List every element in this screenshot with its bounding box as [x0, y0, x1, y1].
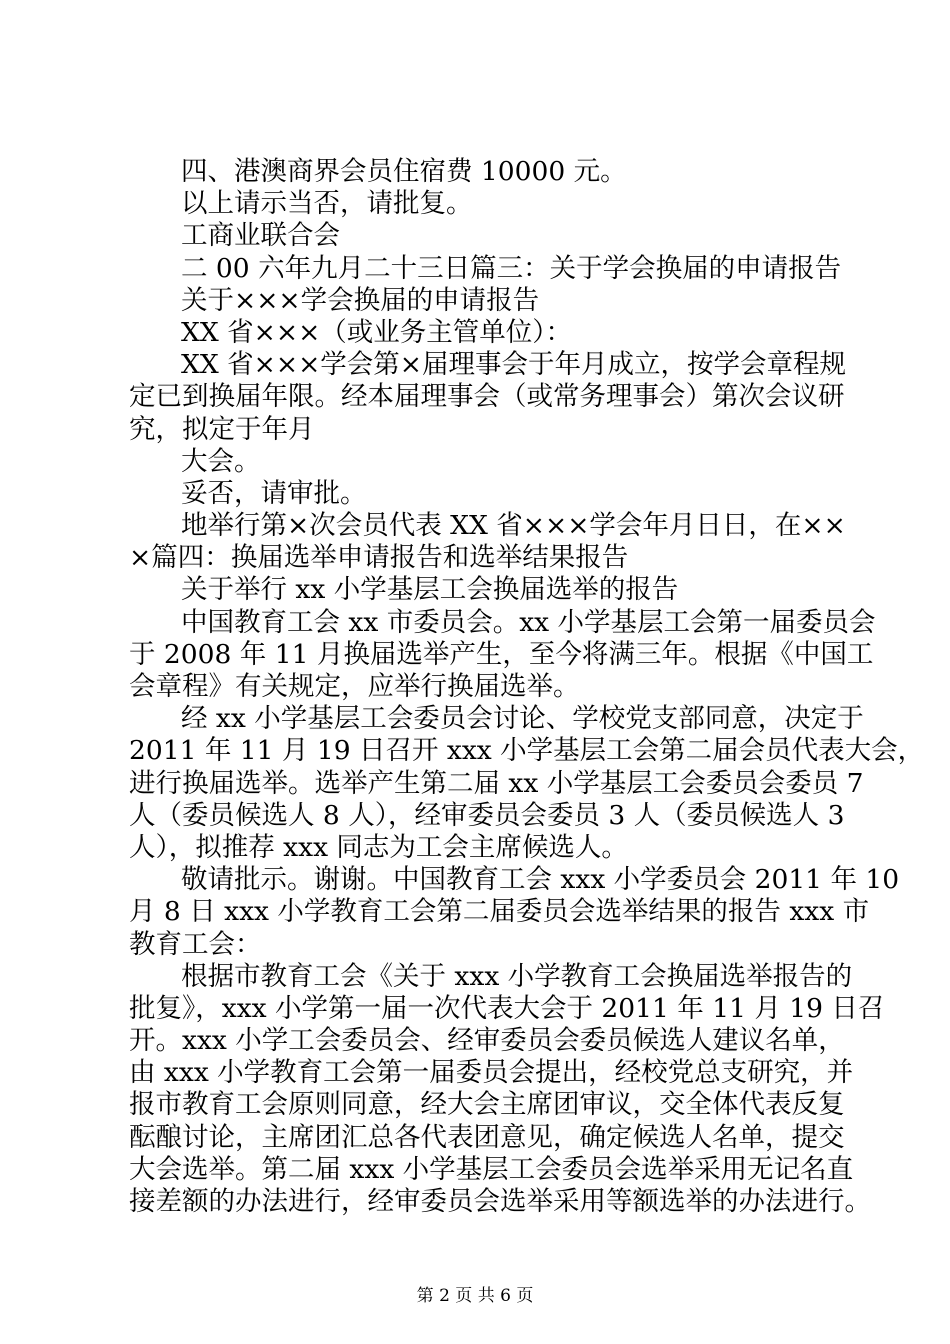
text-line: 究，拟定于年月 [129, 413, 315, 445]
text-line: 于 2008 年 11 月换届选举产生，至今将满三年。根据《中国工 [129, 638, 874, 670]
text-line: 四、港澳商界会员住宿费 10000 元。 [181, 156, 627, 187]
page-footer: 第 2 页 共 6 页 [416, 1286, 534, 1306]
text-line: 2011 年 11 月 19 日召开 xxx 小学基层工会第二届会员代表大会， [129, 735, 925, 767]
text-line: 经 xx 小学基层工会委员会讨论、学校党支部同意，决定于 [181, 703, 864, 735]
text-line: 会章程》有关规定，应举行换届选举。 [129, 671, 580, 702]
text-line: 大会。 [181, 445, 261, 477]
text-line: 敬请批示。谢谢。中国教育工会 xxx 小学委员会 2011 年 10 [181, 864, 900, 896]
text-line: XX 省×××（或业务主管单位）： [181, 316, 573, 348]
text-line: 根据市教育工会《关于 xxx 小学教育工会换届选举报告的 [181, 960, 853, 992]
text-line: 关于举行 xx 小学基层工会换届选举的报告 [181, 574, 679, 606]
text-line: ×篇四：换届选举申请报告和选举结果报告 [129, 542, 629, 574]
text-line: 报市教育工会原则同意，经大会主席团审议，交全体代表反复 [129, 1089, 845, 1121]
text-line: 地举行第×次会员代表 XX 省×××学会年月日日，在×× [181, 510, 846, 542]
text-line: 酝酿讨论，主席团汇总各代表团意见，确定候选人名单，提交 [129, 1121, 845, 1153]
text-line: 大会选举。第二届 xxx 小学基层工会委员会选举采用无记名直 [129, 1153, 854, 1185]
text-line: 中国教育工会 xx 市委员会。xx 小学基层工会第一届委员会 [181, 606, 876, 638]
text-line: 妥否，请审批。 [181, 477, 367, 509]
text-line: XX 省×××学会第×届理事会于年月成立，按学会章程规 [181, 349, 846, 381]
text-line: 教育工会： [129, 928, 262, 960]
text-line: 由 xxx 小学教育工会第一届委员会提出，经校党总支研究，并 [129, 1057, 854, 1089]
text-line: 月 8 日 xxx 小学教育工会第二届委员会选举结果的报告 xxx 市 [129, 896, 870, 928]
text-line: 人（委员候选人 8 人），经审委员会委员 3 人（委员候选人 3 [129, 799, 845, 831]
text-line: 批复》，xxx 小学第一届一次代表大会于 2011 年 11 月 19 日召 [129, 992, 885, 1024]
text-line: 接差额的办法进行，经审委员会选举采用等额选举的办法进行。 [129, 1186, 871, 1217]
document-body [129, 156, 925, 1218]
text-line: 进行换届选举。选举产生第二届 xx 小学基层工会委员会委员 7 [129, 767, 864, 799]
text-line: 二 00 六年九月二十三日篇三：关于学会换届的申请报告 [181, 252, 842, 284]
text-line: 工商业联合会 [181, 220, 340, 252]
text-line: 人），拟推荐 xxx 同志为工会主席候选人。 [129, 831, 628, 863]
text-line: 关于×××学会换届的申请报告 [181, 284, 540, 316]
text-line: 定已到换届年限。经本届理事会（或常务理事会）第次会议研 [129, 381, 845, 413]
text-line: 开。xxx 小学工会委员会、经审委员会委员候选人建议名单， [129, 1025, 845, 1057]
text-line: 以上请示当否，请批复。 [181, 188, 473, 220]
